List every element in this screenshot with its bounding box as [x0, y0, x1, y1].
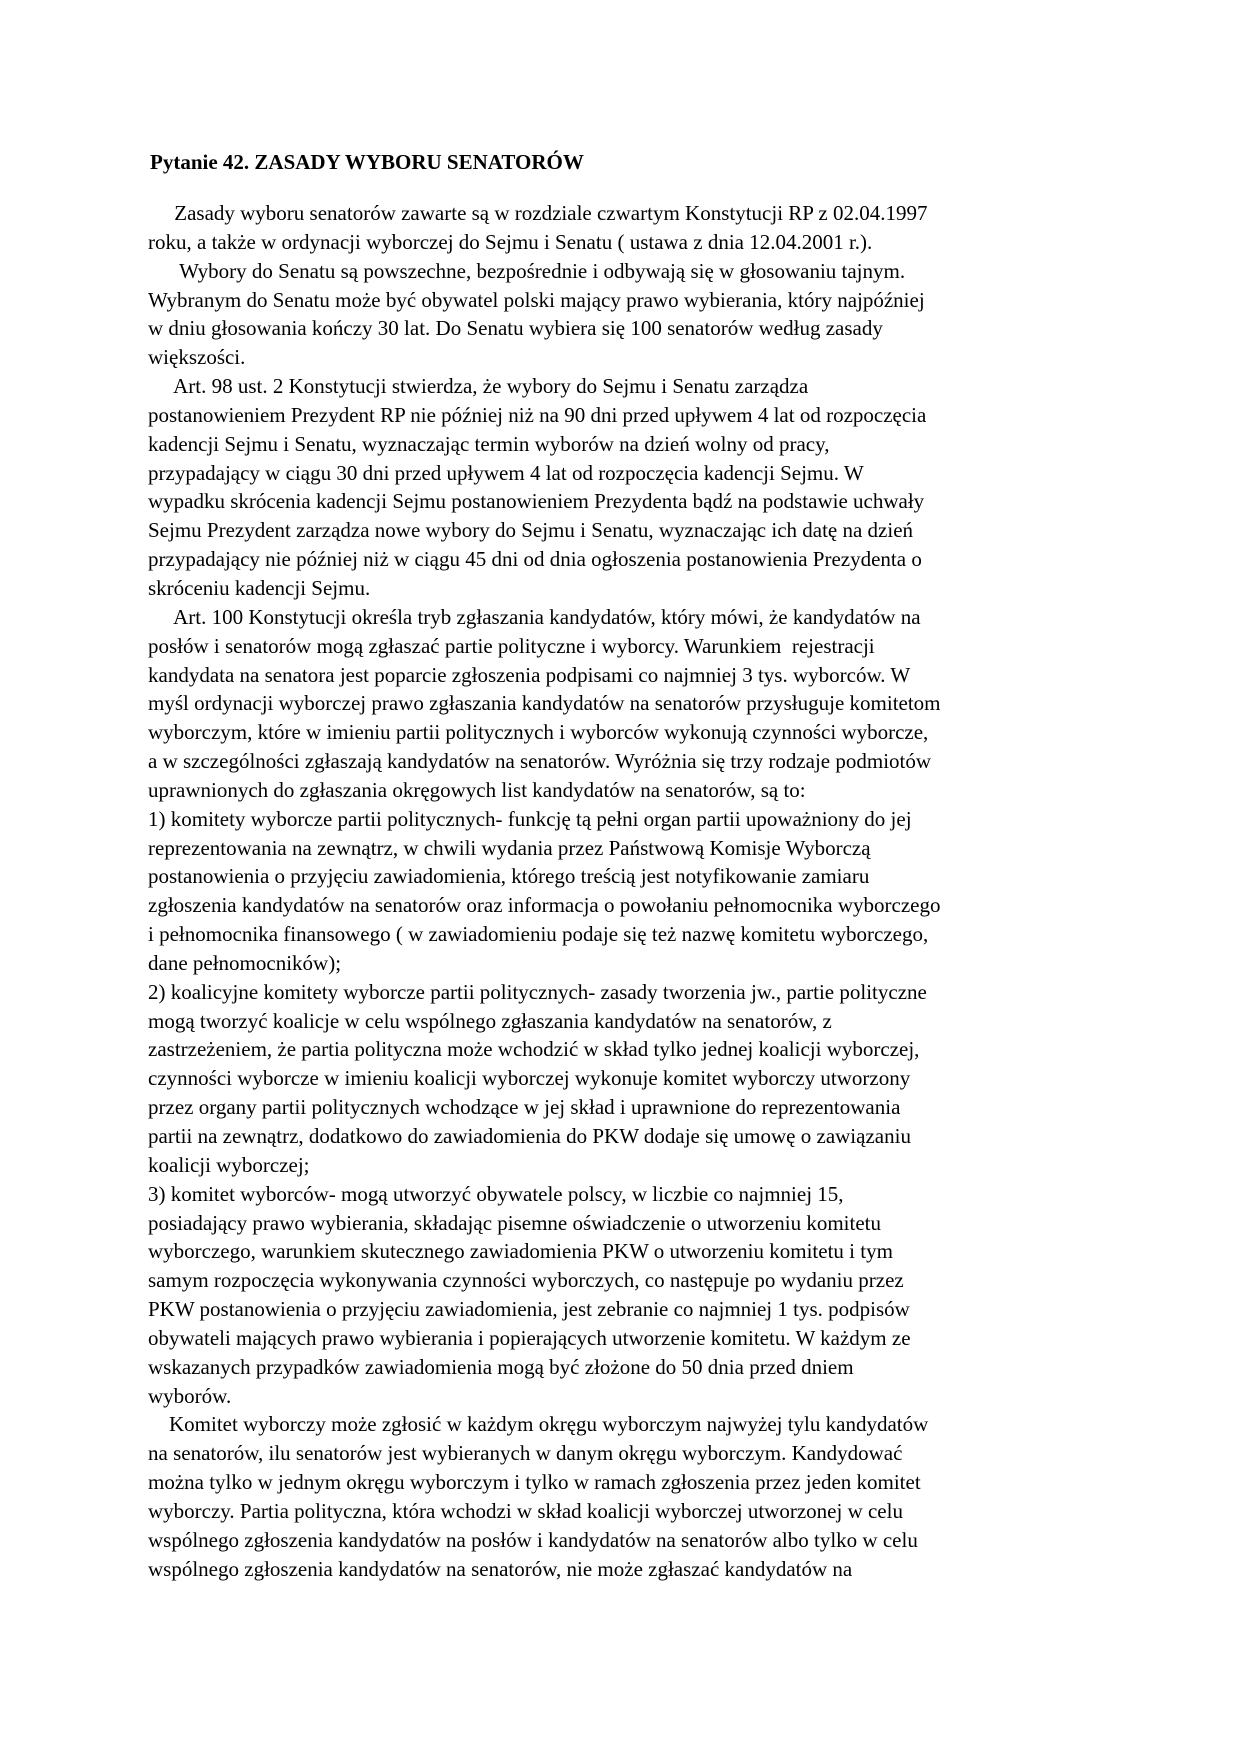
text-line: w dniu głosowania kończy 30 lat. Do Senatu wybiera się 100 senatorów według zasady — [148, 316, 883, 341]
text-line: PKW postanowienia o przyjęciu zawiadomienia, jest zebranie co najmniej 1 tys. podpisów — [148, 1297, 910, 1322]
text-line: reprezentowania na zewnątrz, w chwili wydania przez Państwową Komisje Wyborczą — [148, 835, 871, 860]
text-line: i pełnomocnika finansowego ( w zawiadomieniu podaje się też nazwę komitetu wyborczego, — [148, 922, 929, 947]
text-line: Art. 98 ust. 2 Konstytucji stwierdza, że wybory do Sejmu i Senatu zarządza — [148, 374, 809, 399]
text-line: postanowienia o przyjęciu zawiadomienia, którego treścią jest notyfikowanie zamiaru — [148, 864, 870, 889]
text-line: roku, a także w ordynacji wyborczej do Sejmu i Senatu ( ustawa z dnia 12.04.2001 r.). — [148, 229, 873, 254]
text-line: wskazanych przypadków zawiadomienia mogą być złożone do 50 dnia przed dniem — [148, 1354, 854, 1379]
text-line: wyborczym, które w imieniu partii politycznych i wyborców wykonują czynności wyborcze, — [148, 720, 929, 745]
text-line: posiadający prawo wybierania, składając pisemne oświadczenie o utworzeniu komitetu — [148, 1210, 881, 1235]
text-line: przypadający nie później niż w ciągu 45 dni od dnia ogłoszenia postanowienia Prezydenta o — [148, 547, 922, 572]
text-line: uprawnionych do zgłaszania okręgowych list kandydatów na senatorów, są to: — [148, 777, 806, 802]
text-line: myśl ordynacji wyborczej prawo zgłaszania kandydatów na senatorów przysługuje komitetom — [148, 691, 941, 716]
text-line: mogą tworzyć koalicje w celu wspólnego zgłaszania kandydatów na senatorów, z — [148, 1008, 832, 1033]
text-line: zgłoszenia kandydatów na senatorów oraz informacja o powołaniu pełnomocnika wyborczego — [148, 893, 941, 918]
text-line: Art. 100 Konstytucji określa tryb zgłaszania kandydatów, który mówi, że kandydatów na — [148, 604, 921, 629]
text-line: koalicji wyborczej; — [148, 1152, 310, 1177]
text-line: wyborów. — [148, 1383, 232, 1408]
text-line: a w szczególności zgłaszają kandydatów na senatorów. Wyróżnia się trzy rodzaje podmiotów — [148, 749, 932, 774]
text-line: wspólnego zgłoszenia kandydatów na posłów i kandydatów na senatorów albo tylko w celu — [148, 1527, 918, 1552]
text-line: skróceniu kadencji Sejmu. — [148, 575, 371, 600]
text-line: czynności wyborcze w imieniu koalicji wyborczej wykonuje komitet wyborczy utworzony — [148, 1066, 911, 1091]
text-line: można tylko w jednym okręgu wyborczym i tylko w ramach zgłoszenia przez jeden komitet — [148, 1470, 921, 1495]
text-line: 1) komitety wyborcze partii politycznych- funkcję tą pełni organ partii upoważniony do jej — [148, 806, 912, 831]
document-body — [148, 199, 1098, 1584]
document-title: Pytanie 42. ZASADY WYBORU SENATORÓW — [150, 150, 584, 174]
text-line: przypadający w ciągu 30 dni przed upływem 4 lat od rozpoczęcia kadencji Sejmu. W — [148, 460, 864, 485]
text-line: kadencji Sejmu i Senatu, wyznaczając termin wyborów na dzień wolny od pracy, — [148, 431, 830, 456]
text-line: samym rozpoczęcia wykonywania czynności wyborczych, co następuje po wydaniu przez — [148, 1268, 904, 1293]
text-line: na senatorów, ilu senatorów jest wybieranych w danym okręgu wyborczym. Kandydować — [148, 1441, 903, 1466]
text-line: Zasady wyboru senatorów zawarte są w rozdziale czwartym Konstytucji RP z 02.04.1997 — [148, 201, 928, 225]
text-line: dane pełnomocników); — [148, 950, 342, 975]
text-line: posłów i senatorów mogą zgłaszać partie polityczne i wyborcy. Warunkiem rejestracji — [148, 633, 875, 658]
text-line: wyborczy. Partia polityczna, która wchodzi w skład koalicji wyborczej utworzonej w celu — [148, 1498, 903, 1523]
text-line: większości. — [148, 345, 246, 370]
text-line: zastrzeżeniem, że partia polityczna może wchodzić w skład tylko jednej koalicji wyborczej, — [148, 1037, 920, 1062]
text-line: Wybranym do Senatu może być obywatel polski mający prawo wybierania, który najpóźniej — [148, 287, 925, 312]
text-line: Wybory do Senatu są powszechne, bezpośrednie i odbywają się w głosowaniu tajnym. — [148, 258, 906, 283]
text-line: Sejmu Prezydent zarządza nowe wybory do Sejmu i Senatu, wyznaczając ich datę na dzień — [148, 518, 914, 543]
text-line: wyborczego, warunkiem skutecznego zawiadomienia PKW o utworzeniu komitetu i tym — [148, 1239, 893, 1264]
text-line: wypadku skrócenia kadencji Sejmu postanowieniem Prezydenta bądź na podstawie uchwały — [148, 489, 925, 514]
text-line: przez organy partii politycznych wchodzące w jej skład i uprawnione do reprezentowania — [148, 1095, 901, 1120]
text-line: wspólnego zgłoszenia kandydatów na senatorów, nie może zgłaszać kandydatów na — [148, 1556, 853, 1581]
text-line: kandydata na senatora jest poparcie zgłoszenia podpisami co najmniej 3 tys. wyborców. W — [148, 662, 911, 687]
text-line: Komitet wyborczy może zgłosić w każdym okręgu wyborczym najwyżej tylu kandydatów — [148, 1412, 929, 1437]
text-line: postanowieniem Prezydent RP nie później niż na 90 dni przed upływem 4 lat od rozpoczęcia — [148, 402, 927, 427]
text-line: obywateli mających prawo wybierania i popierających utworzenie komitetu. W każdym ze — [148, 1325, 911, 1350]
text-line: 2) koalicyjne komitety wyborcze partii politycznych- zasady tworzenia jw., partie polityczne — [148, 979, 927, 1004]
text-line: 3) komitet wyborców- mogą utworzyć obywatele polscy, w liczbie co najmniej 15, — [148, 1181, 844, 1206]
text-line: partii na zewnątrz, dodatkowo do zawiadomienia do PKW dodaje się umowę o zawiązaniu — [148, 1124, 911, 1148]
